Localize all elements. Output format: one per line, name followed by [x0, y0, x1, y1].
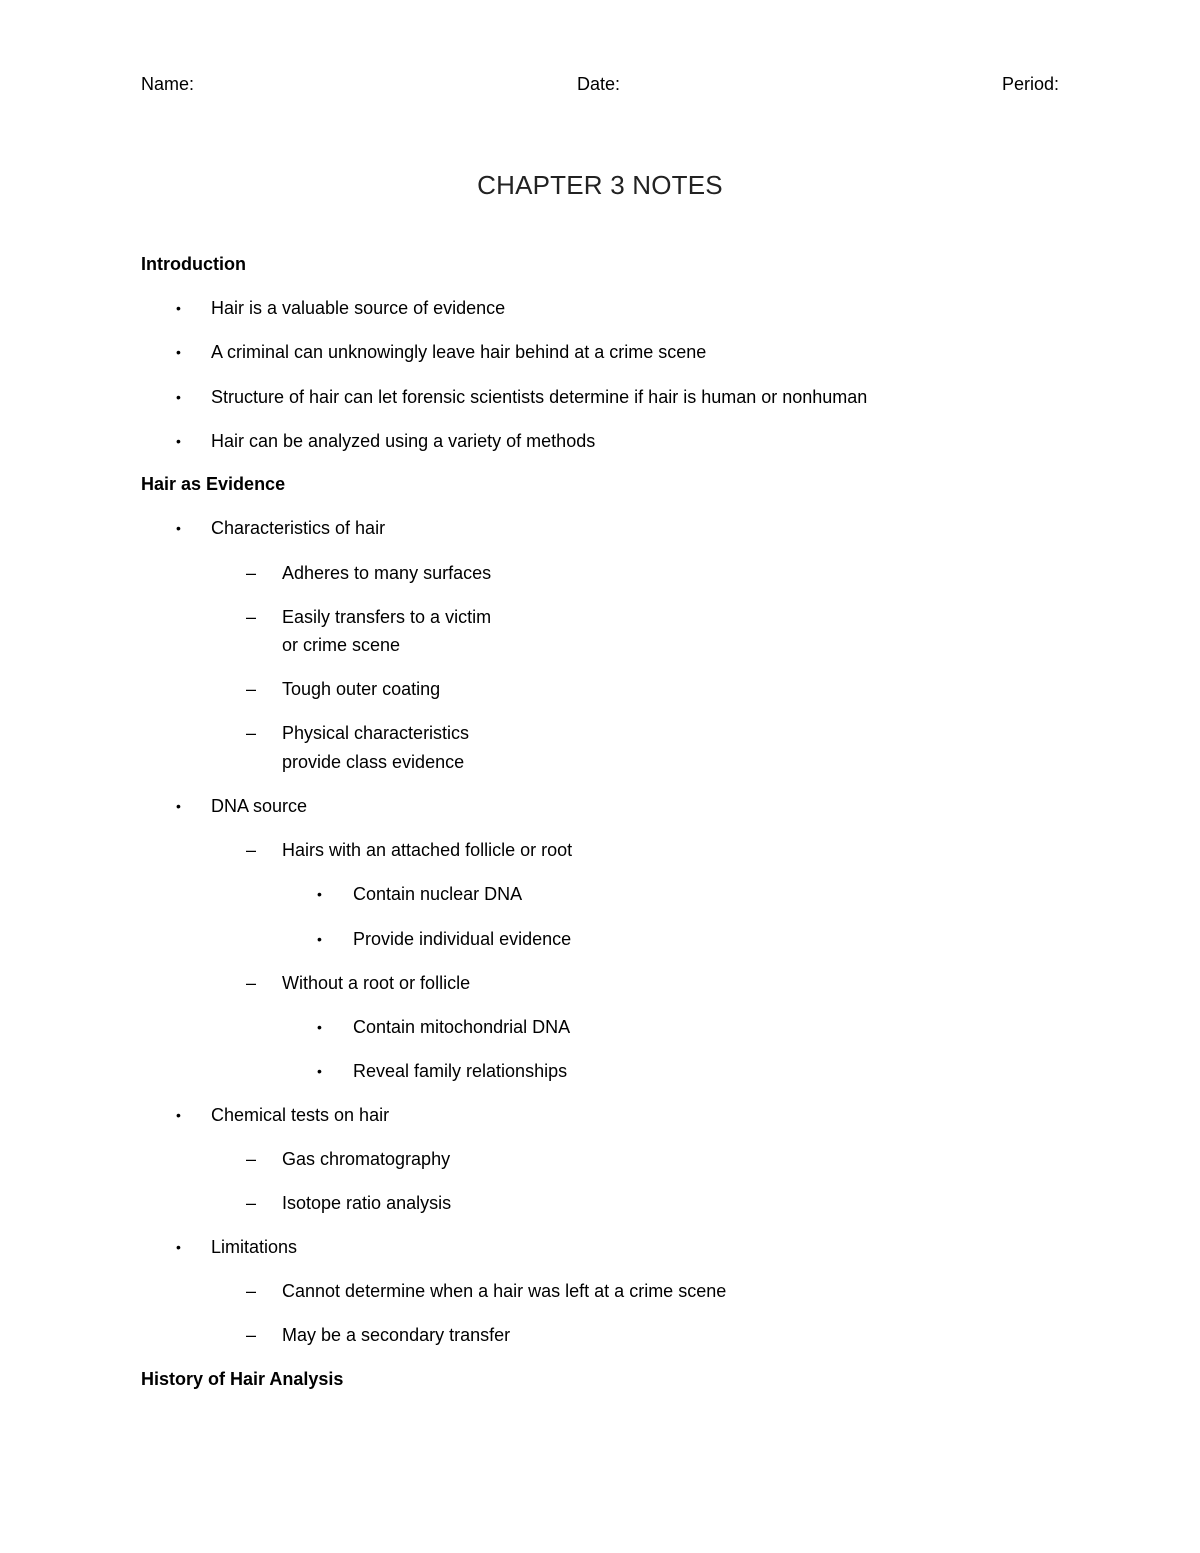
- list-item-chemical-tests: Chemical tests on hair: [211, 1105, 390, 1125]
- dash-icon: –: [246, 1325, 257, 1345]
- dash-icon: –: [246, 1149, 257, 1169]
- bullet-icon: •: [176, 520, 181, 536]
- list-item: Isotope ratio analysis: [282, 1193, 452, 1213]
- bullet-icon: •: [176, 344, 181, 360]
- page-title: CHAPTER 3 NOTES: [477, 170, 723, 200]
- list-item-continuation: provide class evidence: [282, 752, 465, 772]
- list-item-dna-source: DNA source: [211, 796, 308, 816]
- bullet-icon: •: [317, 931, 322, 947]
- date-label: Date:: [577, 74, 621, 94]
- bullet-icon: •: [176, 300, 181, 316]
- dash-icon: –: [246, 1193, 257, 1213]
- list-item: Easily transfers to a victim: [282, 607, 492, 627]
- bullet-icon: •: [176, 1107, 181, 1123]
- list-item: Hair can be analyzed using a variety of methods: [211, 431, 596, 451]
- name-label: Name:: [141, 74, 195, 94]
- list-item: Hair is a valuable source of evidence: [211, 298, 506, 318]
- period-label: Period:: [1001, 74, 1059, 94]
- list-item-continuation: or crime scene: [282, 635, 401, 655]
- dash-icon: –: [246, 607, 257, 627]
- list-item-characteristics: Characteristics of hair: [211, 518, 386, 538]
- list-item: Structure of hair can let forensic scientists determine if hair is human or nonhuman: [211, 387, 868, 407]
- list-item: May be a secondary transfer: [282, 1325, 511, 1345]
- section-heading-introduction: Introduction: [141, 254, 246, 274]
- list-item: Hairs with an attached follicle or root: [282, 840, 573, 860]
- bullet-icon: •: [317, 886, 322, 902]
- bullet-icon: •: [176, 1239, 181, 1255]
- list-item: Cannot determine when a hair was left at a crime scene: [282, 1281, 727, 1301]
- list-item: Contain mitochondrial DNA: [353, 1017, 571, 1037]
- dash-icon: –: [246, 563, 257, 583]
- list-item-limitations: Limitations: [211, 1237, 298, 1257]
- bullet-icon: •: [317, 1063, 322, 1079]
- bullet-icon: •: [176, 798, 181, 814]
- dash-icon: –: [246, 679, 257, 699]
- section-heading-hair-as-evidence: Hair as Evidence: [141, 474, 286, 494]
- list-item: Provide individual evidence: [353, 929, 572, 949]
- list-item: Reveal family relationships: [353, 1061, 568, 1081]
- dash-icon: –: [246, 723, 257, 743]
- bullet-icon: •: [317, 1019, 322, 1035]
- list-item: Contain nuclear DNA: [353, 884, 523, 904]
- list-item: Without a root or follicle: [282, 973, 471, 993]
- list-item: Physical characteristics: [282, 723, 470, 743]
- list-item: Adheres to many surfaces: [282, 563, 492, 583]
- list-item: Gas chromatography: [282, 1149, 451, 1169]
- bullet-icon: •: [176, 433, 181, 449]
- dash-icon: –: [246, 1281, 257, 1301]
- list-item: Tough outer coating: [282, 679, 441, 699]
- bullet-icon: •: [176, 389, 181, 405]
- dash-icon: –: [246, 840, 257, 860]
- dash-icon: –: [246, 973, 257, 993]
- section-heading-history: History of Hair Analysis: [141, 1369, 344, 1389]
- list-item: A criminal can unknowingly leave hair behind at a crime scene: [211, 342, 707, 362]
